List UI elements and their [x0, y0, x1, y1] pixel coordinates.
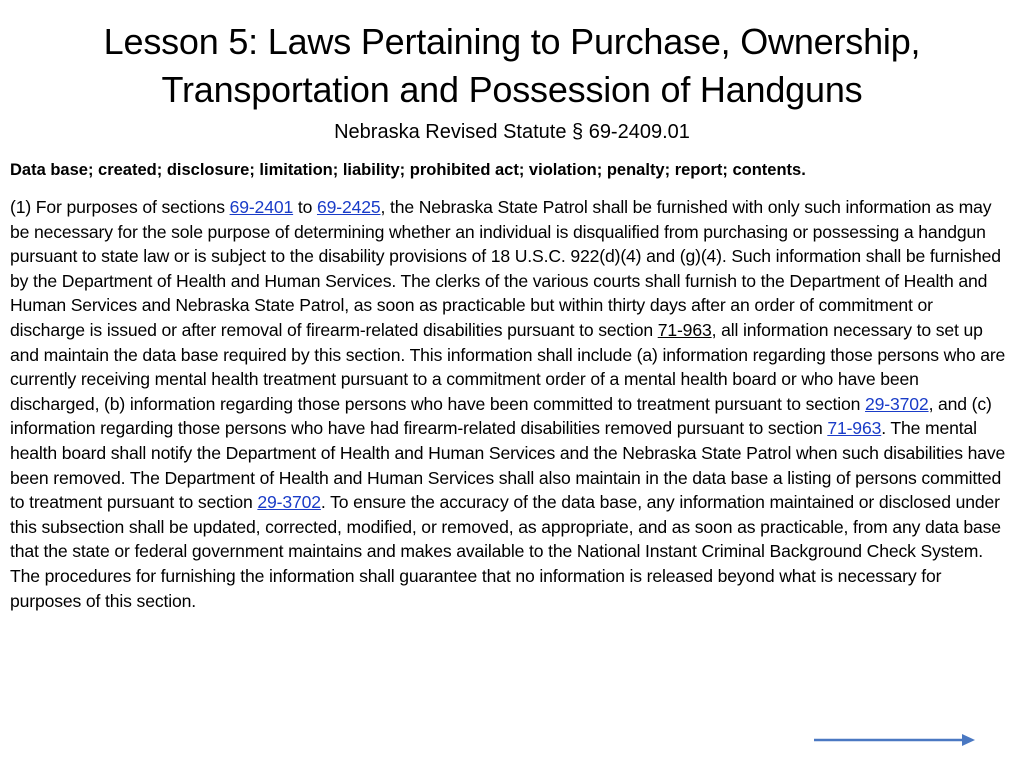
- paragraph-text: , all information necessary to set up and maintain the data base required by this section. This information shall include (a) information regarding those persons who are currently receiving mental health treatment pursuant to a commitment order of a mental health board or who have been discharged, (b) information regarding those persons who have been committed to treatment pursuant to section: [10, 319, 1006, 414]
- title-line-2: Transportation and Possession of Handguns: [161, 69, 863, 110]
- link-29-3702[interactable]: 29-3702: [865, 393, 929, 414]
- paragraph-text: . The mental health board shall notify the Department of Health and Human Services and the Nebraska State Patrol when such disabilities have been removed. The Department of Health and Human Services shall also maintain in the data base a listing of persons committed to treatment pursuant to section: [10, 418, 1006, 513]
- link-71-963[interactable]: 71-963: [827, 418, 882, 439]
- statute-heading: Data base; created; disclosure; limitation; liability; prohibited act; violation; penalty; report; contents.: [10, 161, 806, 179]
- paragraph-text: , and (c) information regarding those persons who have had firearm-related disabilities removed pursuant to section: [10, 393, 992, 439]
- paragraph-text: to: [293, 197, 317, 217]
- link-69-2401[interactable]: 69-2401: [229, 197, 294, 217]
- statute-paragraph: [10, 195, 1010, 613]
- link-69-2425[interactable]: 69-2425: [316, 197, 381, 217]
- title-line-1: Lesson 5: Laws Pertaining to Purchase, Ownership,: [103, 21, 921, 62]
- paragraph-text: , the Nebraska State Patrol shall be furnished with only such information as may be necessary for the sole purpose of determining whether an individual is disqualified from purchasing or possessing a handgun pursuant to state law or is subject to the disability provisions of 18 U.S.C. 922(d)(4) and (g)(4). Such information shall be furnished by the Department of Health and Human Services. The clerks of the various courts shall furnish to the Department of Health and Human Services and Nebraska State Patrol, as soon as practicable but within thirty days after an order of commitment or discharge is issued or after removal of firearm-related disabilities pursuant to section: [10, 197, 1001, 340]
- ref-71-963: 71-963: [657, 319, 712, 340]
- right-arrow-icon: [812, 730, 978, 750]
- link-29-3702-second[interactable]: 29-3702: [257, 492, 321, 513]
- next-slide-button[interactable]: [812, 730, 978, 750]
- slide-title: [40, 18, 984, 114]
- statute-subtitle: Nebraska Revised Statute § 69-2409.01: [334, 121, 690, 143]
- paragraph-text: . To ensure the accuracy of the data base, any information maintained or disclosed under this subsection shall be updated, corrected, modified, or removed, as appropriate, and as soon as practicable, from any data base that the state or federal government maintains and makes available to the National Instant Criminal Background Check System. The procedures for furnishing the information shall guarantee that no information is released beyond what is necessary for purposes of this section.: [10, 492, 1001, 611]
- paragraph-text: (1) For purposes of sections: [10, 197, 230, 217]
